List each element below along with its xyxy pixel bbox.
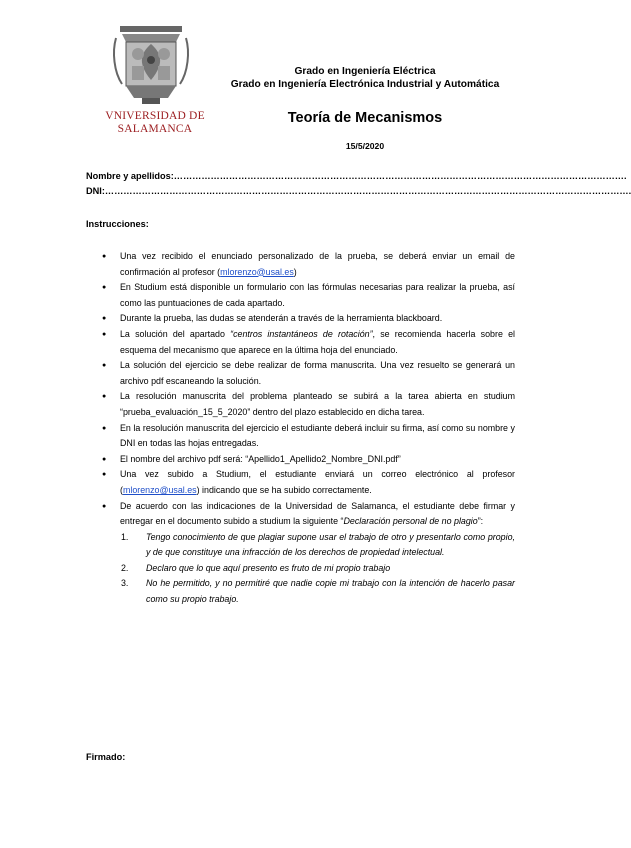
professor-email-link[interactable]: mlorenzo@usal.es	[220, 266, 294, 277]
list-item: ● En Studium está disponible un formulario con las fórmulas necesarias para realizar la prueba, así como las puntuaciones de cada apartado.	[101, 280, 515, 311]
declaration-item: 2. Declaro que lo que aquí presento es fruto de mi propio trabajo	[121, 562, 391, 573]
name-field: Nombre y apellidos:………………………………………………………………………………………………………………………………….	[86, 171, 627, 181]
degree-line-1: Grado en Ingeniería Eléctrica	[294, 66, 436, 77]
instructions-list	[101, 249, 515, 608]
professor-email-link[interactable]: mlorenzo@usal.es	[122, 484, 197, 495]
degree-line-2: Grado en Ingeniería Electrónica Industrial y Automática	[230, 79, 500, 90]
list-item: ● El nombre del archivo pdf será: “Apellido1_Apellido2_Nombre_DNI.pdf”	[101, 452, 515, 468]
instructions-heading: Instrucciones:	[86, 219, 149, 229]
dni-field: DNI:……………………………………………………………………………………………………………………………………………………….	[86, 186, 631, 196]
exam-date: 15/5/2020	[345, 141, 385, 151]
declaration-list	[120, 530, 515, 608]
university-name: VNIVERSIDAD DE SALAMANCA	[105, 110, 205, 135]
list-item: ● De acuerdo con las indicaciones de la Universidad de Salamanca, el estudiante debe firmar y entregar en el documento subido a studium la siguiente “Declaración personal de no plagio”: 1. Tengo conocimiento de que plagiar supone usar el trabajo de otro y presentarlo como propio, y de que constituye una infracción de los derechos de propiedad intelectual. 2. Declaro que lo que aquí presento es fruto de mi propio trabajo 3. No he permitido, y no permitiré que nadie copie mi trabajo con la intención de hacerlo pasar como su propio trabajo.	[101, 499, 515, 608]
university-crest-logo	[112, 22, 190, 108]
list-item: ● La solución del apartado “centros instantáneos de rotación”, se recomienda hacerla sobre el esquema del mecanismo que aparece en la última hoja del enunciado.	[101, 327, 515, 358]
list-item: ● Una vez subido a Studium, el estudiante enviará un correo electrónico al profesor (mlorenzo@usal.es) indicando que se ha subido correctamente.	[101, 467, 515, 498]
declaration-item: 1. Tengo conocimiento de que plagiar supone usar el trabajo de otro y presentarlo como propio, y de que constituye una infracción de los derechos de propiedad intelectual.	[121, 531, 515, 558]
subject-title: Teoría de Mecanismos	[287, 110, 443, 126]
list-item: ● La solución del ejercicio se debe realizar de forma manuscrita. Una vez resuelto se generará un archivo pdf escaneando la solución.	[101, 358, 515, 389]
list-item: ● Durante la prueba, las dudas se atenderán a través de la herramienta blackboard.	[101, 311, 515, 327]
list-item: ● La resolución manuscrita del problema planteado se subirá a la tarea abierta en studium “prueba_evaluación_15_5_2020” dentro del plazo establecido en dicha tarea.	[101, 389, 515, 420]
signature-label: Firmado:	[86, 752, 126, 762]
list-item: ● En la resolución manuscrita del ejercicio el estudiante deberá incluir su firma, así como su nombre y DNI en todas las hojas entregadas.	[101, 421, 515, 452]
list-item: ● Una vez recibido el enunciado personalizado de la prueba, se deberá enviar un email de confirmación al profesor (mlorenzo@usal.es)	[101, 249, 515, 280]
declaration-item: 3. No he permitido, y no permitiré que nadie copie mi trabajo con la intención de hacerlo pasar como su propio trabajo.	[121, 578, 515, 605]
